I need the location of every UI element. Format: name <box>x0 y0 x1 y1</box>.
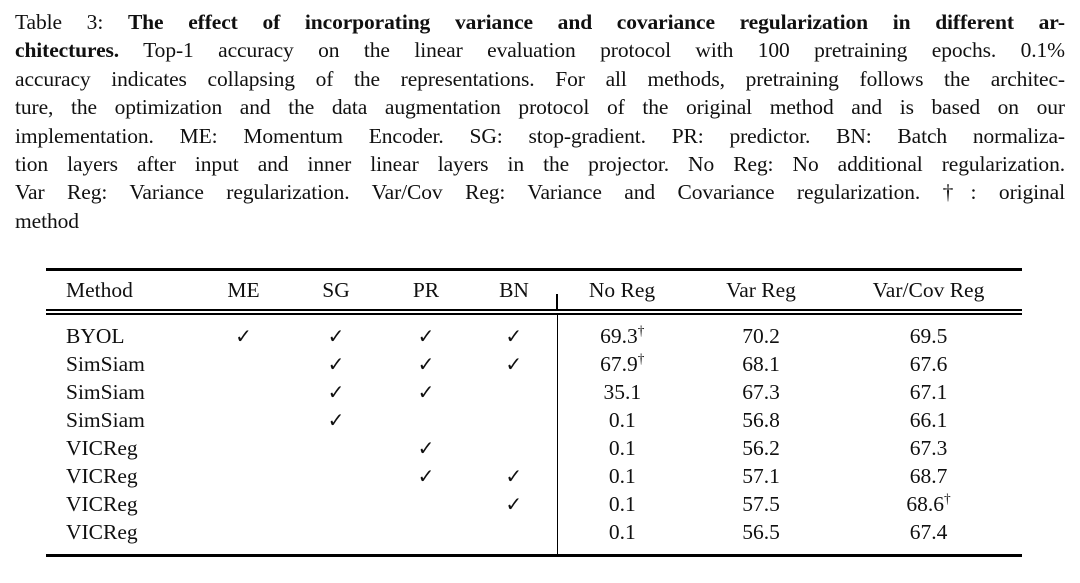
cell-method: VICReg <box>66 520 138 544</box>
cell-var-cov-reg <box>835 518 1022 556</box>
check-sg: ✓ <box>327 408 345 432</box>
cell-var-reg: 56.2 <box>742 436 780 460</box>
cell-method: SimSiam <box>66 352 145 376</box>
cell-var-reg: 57.5 <box>742 492 780 516</box>
caption-line-7: Var Reg: Variance regularization. Var/Cov Reg: Variance and Covariance regularization. †: original <box>15 180 1065 205</box>
value: 67.3 <box>909 436 948 460</box>
check-sg: ✓ <box>327 324 345 348</box>
table-caption <box>15 8 1065 235</box>
value: 67.4 <box>909 520 948 544</box>
cell-method: VICReg <box>66 492 138 516</box>
value: 0.1 <box>608 492 636 516</box>
cell-method: VICReg <box>66 464 138 488</box>
check-pr: ✓ <box>417 352 435 376</box>
cell-no-reg <box>557 490 687 518</box>
check-me <box>196 518 291 556</box>
value: 68.7 <box>909 464 948 488</box>
table-row-simsiam-2 <box>46 378 1022 406</box>
check-sg: ✓ <box>327 380 345 404</box>
cell-var-reg: 70.2 <box>742 324 780 348</box>
check-pr <box>381 490 471 518</box>
cell-var-cov-reg <box>835 462 1022 490</box>
cell-no-reg <box>557 378 687 406</box>
check-bn <box>471 434 557 462</box>
dagger-mark: † <box>943 490 951 506</box>
cell-var-cov-reg <box>835 378 1022 406</box>
check-me: ✓ <box>235 324 252 348</box>
table-row-simsiam-3 <box>46 406 1022 434</box>
check-pr: ✓ <box>417 380 435 404</box>
table-row-vicreg-1 <box>46 434 1022 462</box>
cell-var-reg: 56.8 <box>742 408 780 432</box>
caption-title-bold-cont: chitectures. <box>15 38 120 63</box>
check-me <box>196 350 291 378</box>
value: 0.1 <box>608 520 636 544</box>
check-sg: ✓ <box>327 352 345 376</box>
header-var-reg: Var Reg <box>687 270 835 313</box>
check-sg <box>291 518 381 556</box>
cell-var-cov-reg <box>835 490 1022 518</box>
header-pr: PR <box>381 270 471 313</box>
value: 67.6 <box>909 352 948 376</box>
cell-var-reg: 68.1 <box>742 352 780 376</box>
value: 35.1 <box>603 380 642 404</box>
table-row-byol <box>46 312 1022 350</box>
caption-line-2 <box>15 36 1065 64</box>
cell-no-reg <box>557 462 687 490</box>
cell-no-reg <box>557 350 687 378</box>
caption-line-3: accuracy indicates collapsing of the representations. For all methods, pretraining follows the architec- <box>15 66 1065 91</box>
dagger-mark: † <box>637 322 645 338</box>
header-no-reg: No Reg <box>557 270 687 313</box>
cell-var-reg: 56.5 <box>742 520 780 544</box>
check-pr: ✓ <box>417 464 435 488</box>
check-me <box>196 434 291 462</box>
cell-var-cov-reg <box>835 434 1022 462</box>
cell-no-reg <box>557 518 687 556</box>
check-bn: ✓ <box>505 352 523 376</box>
dagger-mark: † <box>637 350 645 366</box>
caption-line-6: tion layers after input and inner linear layers in the projector. No Reg: No additional regularization. <box>15 152 1065 177</box>
table-row-vicreg-2 <box>46 462 1022 490</box>
table-row-simsiam-1 <box>46 350 1022 378</box>
header-method: Method <box>46 270 196 313</box>
value: 69.5 <box>909 324 948 348</box>
cell-var-cov-reg <box>835 312 1022 350</box>
value: 68.6 <box>906 492 944 516</box>
caption-title-bold: The effect of incorporating variance and covariance regularization in different ar- <box>127 10 1065 34</box>
cell-method: SimSiam <box>66 380 145 404</box>
table-row-vicreg-4 <box>46 518 1022 556</box>
check-me <box>196 378 291 406</box>
value: 0.1 <box>608 408 636 432</box>
caption-line-4: ture, the optimization and the data augmentation protocol of the original method and is based on our <box>15 95 1065 120</box>
value: 0.1 <box>608 464 636 488</box>
value: 67.9 <box>600 352 638 376</box>
cell-method: SimSiam <box>66 408 145 432</box>
results-table-wrapper <box>46 268 1022 557</box>
check-pr: ✓ <box>417 324 435 348</box>
check-pr <box>381 518 471 556</box>
value: 66.1 <box>909 408 948 432</box>
cell-method: BYOL <box>66 324 125 348</box>
header-var-cov-reg: Var/Cov Reg <box>835 270 1022 313</box>
value: 69.3 <box>600 324 638 348</box>
caption-line-5: implementation. ME: Momentum Encoder. SG: stop-gradient. PR: predictor. BN: Batch normaliza- <box>15 123 1065 148</box>
check-sg <box>291 462 381 490</box>
check-me <box>196 462 291 490</box>
cell-var-cov-reg <box>835 406 1022 434</box>
check-bn: ✓ <box>505 492 523 516</box>
check-me <box>196 406 291 434</box>
table-row-vicreg-3 <box>46 490 1022 518</box>
results-table <box>46 268 1022 557</box>
cell-no-reg <box>557 406 687 434</box>
cell-no-reg <box>557 434 687 462</box>
caption-body-text: Top-1 accuracy on the linear evaluation protocol with 100 pretraining epochs. 0.1% <box>119 38 1065 63</box>
caption-table-label: Table 3: <box>15 10 128 34</box>
cell-var-cov-reg <box>835 350 1022 378</box>
caption-line-8: method <box>15 208 79 233</box>
check-bn <box>471 378 557 406</box>
check-pr <box>381 406 471 434</box>
check-pr: ✓ <box>417 436 435 460</box>
cell-no-reg <box>557 312 687 350</box>
cell-method: VICReg <box>66 436 138 460</box>
check-bn <box>471 518 557 556</box>
table-header-row <box>46 270 1022 313</box>
check-sg <box>291 434 381 462</box>
check-bn: ✓ <box>505 464 523 488</box>
check-bn <box>471 406 557 434</box>
caption-line-1 <box>15 8 1065 36</box>
check-sg <box>291 490 381 518</box>
cell-var-reg: 67.3 <box>742 380 780 404</box>
header-me: ME <box>196 270 291 313</box>
header-bn: BN <box>471 270 557 313</box>
value: 67.1 <box>909 380 948 404</box>
value: 0.1 <box>608 436 636 460</box>
cell-var-reg: 57.1 <box>742 464 780 488</box>
check-me <box>196 490 291 518</box>
header-sg: SG <box>291 270 381 313</box>
check-bn: ✓ <box>505 324 523 348</box>
